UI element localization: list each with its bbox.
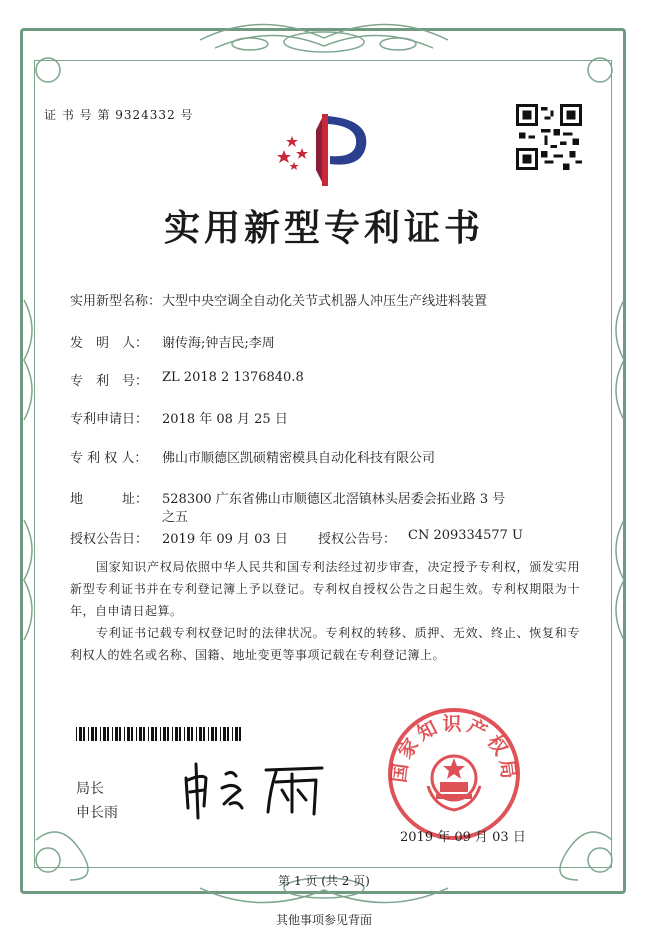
notice-paragraph-1: 国家知识产权局依照中华人民共和国专利法经过初步审查，决定授予专利权，颁发实用新型专利证书并在专利登记簿上予以登记。专利权自授权公告之日起生效。专利权期限为十年，自申请日起算。	[70, 560, 580, 618]
footer-note: 其他事项参见背面	[275, 913, 372, 927]
notice-paragraph-2: 专利证书记载专利权登记时的法律状况。专利权的转移、质押、无效、终止、恢复和专利权人的姓名或名称、国籍、地址变更等事项记载在专利登记簿上。	[70, 626, 580, 662]
inventor-label: 发 明 人：	[70, 336, 149, 351]
application-date-label: 专利申请日：	[70, 412, 149, 427]
qr-code-icon	[516, 104, 582, 170]
barcode-icon	[76, 727, 246, 741]
certificate-number: 证 书 号 第 9324332 号	[44, 108, 194, 122]
patentee-label: 专 利 权 人：	[70, 451, 148, 466]
utility-model-name-value: 大型中央空调全自动化关节式机器人冲压生产线进料装置	[162, 294, 488, 309]
patentee-value: 佛山市顺德区凯硕精密模具自动化科技有限公司	[162, 451, 436, 466]
patent-number-value: ZL 2018 2 1376840.8	[162, 370, 304, 385]
application-date-value: 2018 年 08 月 25 日	[162, 412, 288, 427]
address-label: 地 址：	[70, 492, 149, 507]
patent-office-logo-icon	[270, 110, 380, 190]
patent-number-label: 专 利 号：	[70, 374, 149, 389]
grant-date-label: 授权公告日：	[70, 532, 149, 547]
director-name: 申长雨	[76, 805, 118, 821]
official-seal-icon	[386, 706, 522, 842]
signature-icon	[180, 760, 340, 822]
address-line1: 528300 广东省佛山市顺德区北滘镇林头居委会拓业路 3 号	[162, 492, 506, 507]
grant-date-value: 2019 年 09 月 03 日	[162, 532, 288, 547]
director-title: 局长	[76, 781, 104, 797]
grant-number-label: 授权公告号：	[318, 532, 397, 547]
inventor-value: 谢传海;钟吉民;李周	[162, 336, 275, 351]
page-indicator: 第 1 页 (共 2 页)	[278, 874, 370, 888]
seal-date: 2019 年 09 月 03 日	[400, 830, 526, 845]
address-line2: 之五	[162, 510, 189, 525]
utility-model-name-label: 实用新型名称：	[70, 294, 162, 309]
seal-text: 国家知识产权局	[388, 713, 520, 784]
grant-number-value: CN 209334577 U	[408, 528, 523, 543]
document-title: 实用新型专利证书	[163, 207, 484, 249]
